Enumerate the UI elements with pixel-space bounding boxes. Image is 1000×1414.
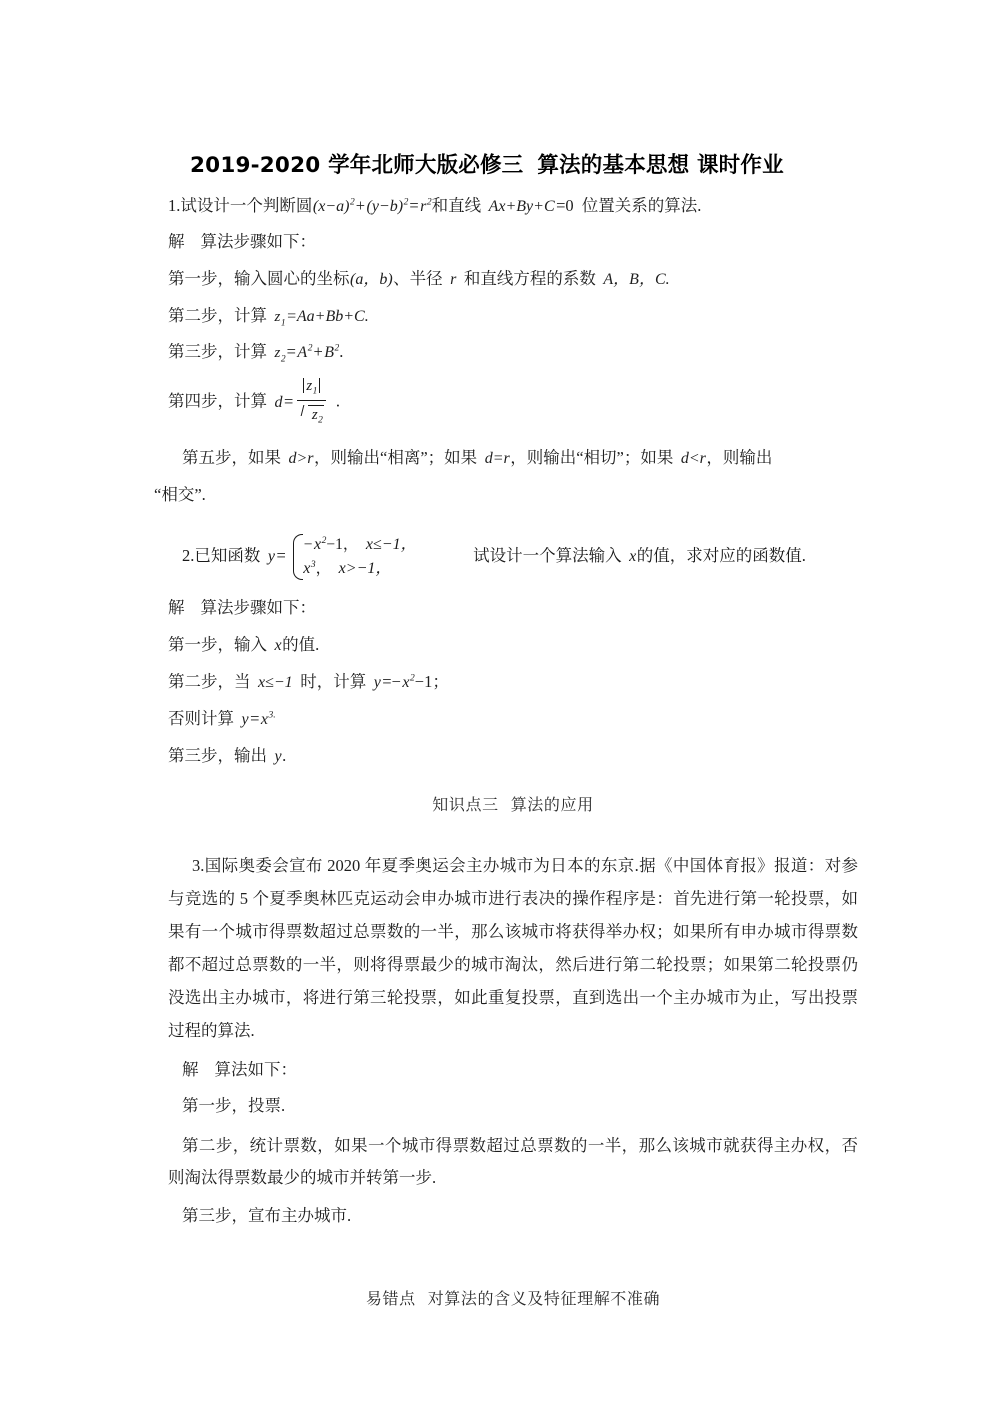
q1-step3-pre: 第三步，计算 — [168, 342, 267, 362]
q1-circle-expr: (x−a) — [312, 198, 350, 215]
q1-step3-B-exp: 2 — [334, 343, 340, 354]
q2-solution-text: 算法步骤如下： — [200, 598, 316, 618]
q1-step5-cond3: d<r — [680, 449, 706, 467]
question1-stem — [168, 193, 858, 220]
q2-step2-pre: 第二步，当 — [168, 671, 251, 691]
sqrt-icon — [300, 403, 323, 427]
q2-step2-y: y — [373, 673, 381, 691]
q1-step4-d: d — [274, 393, 283, 411]
knowledge-point-heading — [168, 792, 858, 815]
q2-case2-cond: x>−1， — [338, 559, 392, 577]
q1-circle-expr2: (y−b) — [366, 198, 404, 215]
q2-case1-cond: x≤−1， — [365, 535, 417, 553]
q2-step3-post: . — [282, 745, 287, 765]
q1-step1-r: r — [450, 270, 457, 288]
q1-step5-c: ，则输出“相切”；如果 — [510, 447, 674, 467]
q2-step2b-exp: 3. — [268, 710, 276, 721]
footer-text: 对算法的含义及特征理解不准确 — [427, 1291, 661, 1309]
q2-case2-post: ， — [315, 559, 332, 577]
q1-step1 — [168, 266, 858, 293]
q2-step2-x: x — [402, 673, 410, 691]
q1-step4-eq: = — [284, 391, 294, 411]
q1-solution-header — [168, 229, 858, 256]
q3-solution-label: 解 — [182, 1059, 199, 1079]
q1-step4-den: z — [311, 406, 318, 423]
q2-case2-x: x — [303, 559, 311, 577]
q1-step1-tail: 和直线方程的系数 — [463, 268, 596, 288]
q1-step3-z-sub: 2 — [280, 354, 286, 365]
q2-stem-eq: = — [276, 545, 286, 565]
piecewise-case1 — [303, 533, 417, 557]
q1-step5-d: ，则输出 — [706, 447, 773, 467]
q2-case1-pre: − — [303, 535, 313, 553]
piecewise-brace — [289, 533, 417, 582]
q1-solution-text: 算法步骤如下： — [200, 231, 316, 251]
q1-step3-A-exp: 2 — [307, 343, 313, 354]
q3-step3: 第三步，宣布主办城市. — [182, 1206, 352, 1226]
q2-step2b — [168, 706, 858, 733]
q1-circle2-exp: 2 — [403, 197, 409, 208]
question2-solution — [168, 595, 858, 769]
q1-step3-B: B — [324, 344, 335, 362]
q2-solution-label: 解 — [168, 598, 185, 618]
footer-label: 易错点 — [365, 1291, 416, 1309]
q1-stem-text-a: 1.试设计一个判断圆 — [168, 196, 313, 215]
q1-step3 — [168, 339, 858, 366]
q3-step2: 第二步，统计票数，如果一个城市得票数超过总票数的一半，那么该城市就获得主办权，否则淘汰得票数最少的城市并转第一步. — [168, 1135, 858, 1188]
q2-step3-pre: 第三步，输出 — [168, 745, 267, 765]
q1-step4-dot: . — [335, 391, 341, 411]
q1-step2-z-sub: 1 — [280, 317, 286, 328]
q1-solution-label: 解 — [168, 231, 185, 251]
footer-heading — [168, 1286, 858, 1309]
q1-step5-cont — [154, 482, 858, 509]
question3-paragraph: 3.国际奥委会宣布 2020 年夏季奥运会主办城市为日本的东京.据《中国体育报》报道：对参与竞选的 5 个夏季奥林匹克运动会申办城市进行表决的操作程序是：首先进行第一轮投票，如果有一个城市得票数超过总票数的一半，那么该城市将获得举办权；如果所有申办城市得票数都不超过总票数的一半，则将得票最少的城市淘汰，然后进行第二轮投票；如果第二轮投票仍没选出主办城市，将进行第三轮投票，如此重复投票，直到选出一个主办城市为止，写出投票过程的算法. — [168, 855, 858, 1040]
q2-stem-y: y — [267, 547, 275, 565]
q2-step1-x: x — [274, 636, 282, 654]
q1-r-exp: 2 — [426, 197, 432, 208]
q1-step4-pre: 第四步，计算 — [168, 391, 267, 411]
q2-step1 — [168, 632, 858, 659]
piecewise-case2 — [303, 557, 417, 581]
q1-step3-z: z — [274, 345, 281, 362]
q2-case1-post: −1， — [326, 535, 359, 553]
q2-stem-tail: 试设计一个算法输入 — [473, 545, 622, 565]
q2-step3-y: y — [274, 747, 282, 765]
question2-stem — [168, 533, 858, 582]
q2-step1-pre: 第一步，输入 — [168, 634, 267, 654]
q2-case1-exp: 2 — [321, 535, 327, 546]
q2-step2-tail: −1； — [414, 671, 449, 691]
q2-step2-eq: =− — [382, 671, 401, 691]
absolute-value-bars — [303, 378, 321, 398]
q1-step5 — [168, 445, 858, 472]
q1-step4-den-sub: 2 — [318, 415, 323, 426]
q1-step5-tail: “相交”. — [154, 484, 206, 504]
q1-step1-abc: A，B，C. — [603, 270, 670, 288]
q2-step2b-eq: = — [250, 708, 260, 728]
q1-r: r — [420, 198, 427, 215]
q1-step4-num: z — [306, 378, 313, 395]
q2-solution-header — [168, 595, 858, 622]
q1-stem-text-b: 和直线 — [431, 196, 482, 215]
q2-step2b-pre: 否则计算 — [168, 708, 234, 728]
page-title — [190, 148, 858, 179]
q1-step4-num-sub: 1 — [312, 387, 318, 398]
q2-step2b-y: y — [241, 710, 249, 728]
document-content — [154, 148, 858, 1309]
q1-step5-cond1: d>r — [288, 449, 314, 467]
page-title-part2: 算法的基本思想 课时作业 — [537, 153, 784, 178]
q3-solution-header — [168, 1057, 858, 1084]
q1-stem-text-c: 位置关系的算法. — [581, 196, 702, 215]
q2-step2b-x: x — [260, 710, 269, 728]
q2-step1-post: 的值. — [282, 634, 320, 654]
knowledge-point-label: 知识点三 — [432, 796, 499, 814]
q1-step4-fraction — [297, 374, 326, 427]
page-title-part1: 2019-2020 学年北师大版必修三 — [190, 153, 524, 178]
q1-step2 — [168, 303, 858, 330]
fraction-denominator — [297, 401, 326, 427]
q1-step5-a: 第五步，如果 — [182, 447, 281, 467]
q1-step4 — [168, 376, 858, 429]
q1-step3-eq: = — [286, 342, 296, 362]
q3-step1: 第一步，投票. — [182, 1096, 286, 1116]
q1-step2-z: z — [274, 308, 281, 325]
q1-step5-cond2: d=r — [484, 449, 510, 467]
q2-step3 — [168, 743, 858, 770]
q1-circle-exp: 2 — [349, 197, 355, 208]
q1-step1-a: 第一步，输入圆心的坐标 — [168, 268, 350, 288]
q1-step3-plus: + — [313, 342, 323, 362]
q2-step2-mid: 时，计算 — [300, 671, 367, 691]
q1-step2-eq: =Aa+Bb+C. — [286, 307, 369, 325]
q1-line-expr: Ax+By+C — [488, 198, 555, 215]
q1-plus: + — [355, 196, 365, 215]
q1-step1-mid: 、半径 — [393, 268, 443, 288]
knowledge-point-text: 算法的应用 — [510, 796, 594, 814]
q2-step2-cond: x≤−1 — [258, 673, 293, 691]
q3-solution-text: 算法如下： — [214, 1059, 297, 1079]
q1-step1-coord: (a，b) — [350, 270, 393, 288]
q1-eq: = — [409, 196, 419, 215]
q2-step2-exp: 2 — [410, 673, 415, 684]
q1-line-eq: =0 — [556, 196, 574, 215]
q2-case1-x: x — [314, 535, 322, 553]
question1-solution — [154, 229, 858, 509]
q2-stem-a: 2.已知函数 — [182, 545, 261, 565]
q1-step5-b: ，则输出“相离”；如果 — [314, 447, 478, 467]
q1-step3-A: A — [297, 344, 308, 362]
q2-step2 — [168, 669, 858, 696]
q2-case2-exp: 3 — [310, 559, 316, 570]
q2-stem-tail2: 的值，求对应的函数值. — [636, 545, 806, 565]
q1-step3-dot: . — [339, 342, 344, 362]
fraction-numerator — [297, 374, 326, 400]
question3-solution — [168, 1057, 858, 1231]
q1-step2-pre: 第二步，计算 — [168, 305, 267, 325]
q2-stem-tail-x: x — [629, 547, 637, 565]
